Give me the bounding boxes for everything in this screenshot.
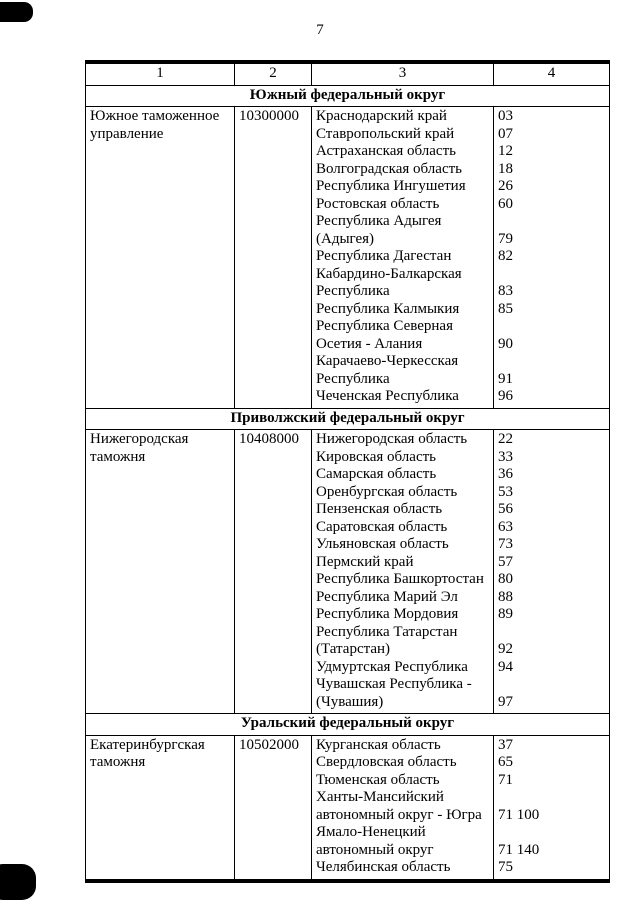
region-code (498, 624, 606, 642)
region-code: 71 (498, 771, 513, 788)
region-name: (Адыгея) (316, 230, 375, 247)
region-code: 73 (498, 536, 513, 552)
region-code (498, 318, 606, 336)
region-name: Челябинская область (316, 859, 451, 875)
region-list (311, 430, 493, 713)
region-code: 97 (498, 693, 513, 710)
region-name: Республика Ингушетия (316, 178, 466, 194)
region-name: Нижегородская область (316, 431, 468, 447)
region-name: Республика Башкортостан (316, 571, 484, 587)
region-code: 12 (498, 143, 513, 159)
region-name: Пермский край (316, 553, 414, 570)
region-code: 22 (498, 431, 513, 447)
region-code: 75 (498, 859, 513, 875)
region-name: Осетия - Алания (316, 335, 423, 352)
customs-office-code: 10408000 (234, 430, 311, 713)
region-name: (Чувашия) (316, 693, 384, 710)
region-list (311, 107, 493, 408)
region-name: Карачаево-Черкесская (316, 353, 459, 369)
customs-office-name: Екатеринбургская таможня (90, 736, 205, 770)
region-code: 37 (498, 736, 513, 753)
region-code: 89 (498, 606, 513, 622)
region-name: автономный округ - Югра (316, 806, 482, 823)
column-header-2: 2 (234, 64, 311, 85)
column-header-4: 4 (493, 64, 609, 85)
region-name: Ростовская область (316, 195, 440, 212)
region-code: 07 (498, 125, 513, 142)
region-code: 71 100 (498, 806, 540, 823)
customs-office-code: 10300000 (234, 107, 311, 408)
region-code (498, 676, 606, 694)
customs-office-name: Южное таможенное управление (90, 108, 220, 142)
customs-office-code: 10502000 (234, 736, 311, 879)
customs-office-name: Нижегородская таможня (90, 431, 189, 465)
region-code (498, 789, 606, 807)
region-code: 53 (498, 483, 513, 500)
column-header-3: 3 (311, 64, 493, 85)
region-code: 26 (498, 178, 513, 194)
region-code: 91 (498, 370, 513, 387)
region-name: Ханты-Мансийский (316, 789, 444, 805)
region-code-list (493, 736, 609, 879)
region-name: Тюменская область (316, 771, 440, 788)
region-name: Краснодарский край (316, 108, 447, 124)
region-name: Республика (316, 370, 390, 387)
region-code (498, 213, 606, 231)
region-name: Оренбургская область (316, 483, 458, 500)
region-code: 63 (498, 518, 513, 535)
region-name: Пензенская область (316, 501, 443, 517)
region-code: 80 (498, 571, 513, 587)
region-code: 18 (498, 160, 513, 177)
region-name: Астраханская область (316, 143, 456, 159)
region-code: 60 (498, 195, 513, 212)
table-row (86, 430, 609, 714)
region-code: 90 (498, 335, 513, 352)
region-name: Республика (316, 283, 390, 299)
table-body (86, 86, 609, 879)
region-name: Ставропольский край (316, 125, 455, 142)
region-name: Волгоградская область (316, 160, 462, 177)
region-code: 57 (498, 553, 513, 570)
region-code: 82 (498, 248, 513, 264)
region-name: Чеченская Республика (316, 388, 459, 404)
region-code (498, 353, 606, 371)
region-code: 33 (498, 448, 513, 465)
scan-artifact-top-icon (0, 2, 33, 22)
region-code (498, 266, 606, 284)
region-code-list (493, 430, 609, 713)
region-name: Республика Марий Эл (316, 588, 458, 605)
region-name: Республика Татарстан (316, 623, 458, 640)
region-code: 85 (498, 300, 513, 317)
region-name: Удмуртская Республика (316, 658, 468, 675)
page-number: 7 (316, 22, 324, 38)
region-name: Свердловская область (316, 754, 457, 770)
region-name: (Татарстан) (316, 641, 391, 657)
region-code: 96 (498, 388, 513, 404)
region-code: 36 (498, 466, 513, 482)
region-list (311, 736, 493, 879)
region-name: Кабардино-Балкарская (316, 265, 462, 282)
region-code: 03 (498, 108, 513, 124)
federal-district-section-title: Уральский федеральный округ (86, 714, 609, 736)
table-row (86, 736, 609, 879)
region-name: Республика Адыгея (316, 213, 442, 229)
federal-district-section-title: Южный федеральный округ (86, 86, 609, 108)
region-code: 71 140 (498, 841, 540, 858)
column-header-1: 1 (156, 65, 164, 81)
region-name: Кировская область (316, 448, 437, 465)
region-name: Республика Калмыкия (316, 300, 460, 317)
scan-artifact-bottom-icon (0, 864, 36, 900)
region-name: Чувашская Республика - (316, 676, 472, 692)
table-row (86, 107, 609, 409)
region-code: 79 (498, 230, 513, 247)
region-name: Курганская область (316, 736, 441, 753)
region-name: Республика Северная (316, 318, 453, 334)
region-code (498, 824, 606, 842)
region-name: Республика Дагестан (316, 248, 452, 264)
table-header-row (86, 64, 609, 86)
region-code: 94 (498, 658, 513, 675)
region-name: Саратовская область (316, 518, 448, 535)
region-name: Ульяновская область (316, 536, 449, 552)
region-code: 83 (498, 283, 513, 299)
customs-offices-table (85, 60, 610, 883)
region-code: 88 (498, 588, 513, 605)
region-code: 92 (498, 641, 513, 657)
region-code: 65 (498, 754, 513, 770)
region-code: 56 (498, 501, 513, 517)
region-name: Самарская область (316, 466, 437, 482)
region-name: Республика Мордовия (316, 606, 459, 622)
region-name: автономный округ (316, 841, 434, 858)
region-name: Ямало-Ненецкий (316, 824, 426, 840)
federal-district-section-title: Приволжский федеральный округ (86, 409, 609, 431)
region-code-list (493, 107, 609, 408)
